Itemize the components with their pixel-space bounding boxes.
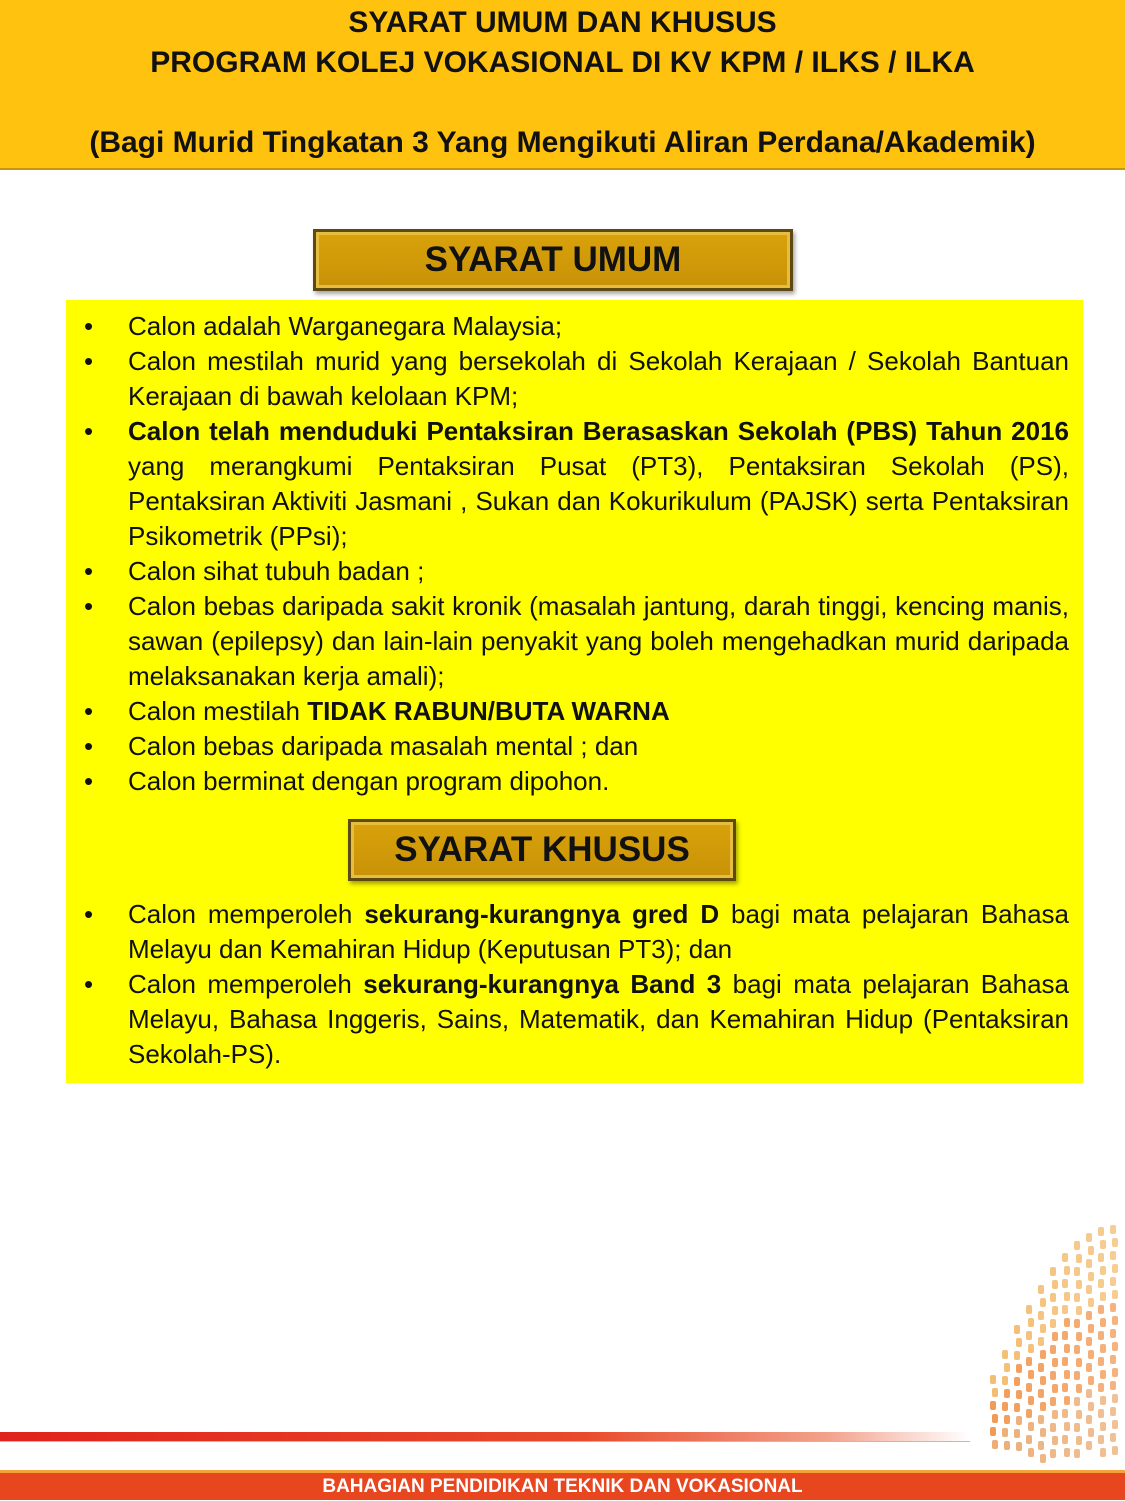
decorative-dot — [1026, 1357, 1032, 1366]
decorative-dot — [1004, 1363, 1010, 1372]
bullet-icon: • — [84, 346, 94, 376]
decorative-dot — [1086, 1337, 1092, 1346]
decorative-dot — [1074, 1449, 1080, 1458]
decorative-dot — [1062, 1279, 1068, 1288]
decorative-dot — [1004, 1389, 1010, 1398]
decorative-dot — [1074, 1293, 1080, 1302]
decorative-dot — [1112, 1420, 1118, 1429]
decorative-dot — [1086, 1233, 1092, 1242]
item-text: Calon sihat tubuh badan ; — [128, 556, 425, 586]
decorative-dots-graphic — [980, 1225, 1125, 1470]
decorative-dot — [1026, 1331, 1032, 1340]
decorative-dot — [1076, 1436, 1082, 1445]
bullet-icon: • — [84, 766, 94, 796]
decorative-dot — [1002, 1350, 1008, 1359]
decorative-dot — [1076, 1254, 1082, 1263]
decorative-dot — [1050, 1397, 1056, 1406]
decorative-dot — [1076, 1306, 1082, 1315]
decorative-dot — [1076, 1280, 1082, 1289]
decorative-dot — [1014, 1429, 1020, 1438]
list-item — [66, 897, 1083, 967]
decorative-dot — [1088, 1428, 1094, 1437]
decorative-dot — [1098, 1279, 1104, 1288]
decorative-dot — [1076, 1410, 1082, 1419]
decorative-dot — [1050, 1267, 1056, 1276]
decorative-dot — [1064, 1318, 1070, 1327]
decorative-dot — [1050, 1345, 1056, 1354]
decorative-dot — [1112, 1342, 1118, 1351]
page-header — [0, 0, 1125, 170]
decorative-dot — [1038, 1415, 1044, 1424]
list-item — [66, 554, 1083, 589]
item-text: Calon bebas daripada masalah mental ; dan — [128, 731, 639, 761]
decorative-dot — [1040, 1428, 1046, 1437]
decorative-dot — [1028, 1370, 1034, 1379]
decorative-dot — [1086, 1363, 1092, 1372]
decorative-dot — [1026, 1435, 1032, 1444]
decorative-dot — [1110, 1251, 1116, 1260]
item-text: Calon mestilah murid yang bersekolah di Sekolah Kerajaan / Sekolah Bantuan Kerajaan di bawah kelolaan KPM; — [128, 346, 1069, 411]
decorative-dot — [1016, 1390, 1022, 1399]
decorative-dot — [1088, 1324, 1094, 1333]
decorative-dot — [1112, 1446, 1118, 1455]
header-program: PROGRAM KOLEJ VOKASIONAL DI KV KPM / ILKS / ILKA — [150, 46, 975, 79]
decorative-dot — [1040, 1350, 1046, 1359]
decorative-dot — [1016, 1416, 1022, 1425]
decorative-dot — [1050, 1319, 1056, 1328]
decorative-dot — [1098, 1357, 1104, 1366]
decorative-dot — [1040, 1324, 1046, 1333]
decorative-dot — [1052, 1332, 1058, 1341]
decorative-dot — [1064, 1344, 1070, 1353]
decorative-dot — [1086, 1311, 1092, 1320]
decorative-dot — [1064, 1448, 1070, 1457]
decorative-dot — [1112, 1316, 1118, 1325]
list-item — [66, 967, 1083, 1072]
decorative-dot — [1112, 1290, 1118, 1299]
decorative-dot — [1098, 1227, 1104, 1236]
decorative-dot — [1062, 1253, 1068, 1262]
decorative-dot — [1062, 1331, 1068, 1340]
decorative-dot — [1088, 1402, 1094, 1411]
decorative-dot — [1086, 1415, 1092, 1424]
syarat-khusus-heading: SYARAT KHUSUS — [348, 819, 736, 881]
decorative-dot — [1062, 1305, 1068, 1314]
header-subtitle: (Bagi Murid Tingkatan 3 Yang Mengikuti Aliran Perdana/Akademik) — [89, 126, 1036, 159]
decorative-dot — [1074, 1371, 1080, 1380]
bullet-icon: • — [84, 311, 94, 341]
item-text-bold: Calon telah menduduki Pentaksiran Berasaskan Sekolah (PBS) Tahun 2016 — [128, 416, 1069, 446]
decorative-dot — [1112, 1264, 1118, 1273]
decorative-dot — [1026, 1383, 1032, 1392]
decorative-dot — [1074, 1267, 1080, 1276]
decorative-dot — [1014, 1351, 1020, 1360]
decorative-dot — [1038, 1311, 1044, 1320]
decorative-dot — [1088, 1298, 1094, 1307]
footer-divider — [0, 1432, 970, 1442]
decorative-dot — [1014, 1403, 1020, 1412]
item-text-rest: bagi mata pelajaran Bahasa Melayu, Bahasa Inggeris, Sains, Matematik, dan Kemahiran Hidup (Pentaksiran Sekolah-PS). — [128, 969, 1069, 1069]
decorative-dot — [1098, 1383, 1104, 1392]
decorative-dot — [1040, 1376, 1046, 1385]
decorative-dot — [1088, 1376, 1094, 1385]
item-text-bold: sekurang-kurangnya gred D — [364, 899, 720, 929]
list-item — [66, 764, 1083, 799]
decorative-dot — [1064, 1422, 1070, 1431]
decorative-dot — [1004, 1415, 1010, 1424]
decorative-dot — [1026, 1305, 1032, 1314]
decorative-dot — [1016, 1338, 1022, 1347]
decorative-dot — [990, 1375, 996, 1384]
decorative-dot — [1050, 1371, 1056, 1380]
decorative-dot — [1112, 1394, 1118, 1403]
list-item — [66, 414, 1083, 554]
decorative-dot — [1100, 1370, 1106, 1379]
item-text: Calon mestilah — [128, 696, 308, 726]
item-text: Calon memperoleh — [128, 969, 364, 999]
bullet-icon: • — [84, 899, 94, 929]
decorative-dot — [992, 1440, 998, 1449]
decorative-dot — [1016, 1364, 1022, 1373]
footer-text: BAHAGIAN PENDIDIKAN TEKNIK DAN VOKASIONAL — [322, 1476, 803, 1497]
decorative-dot — [1028, 1448, 1034, 1457]
decorative-dot — [990, 1401, 996, 1410]
decorative-dot — [1110, 1407, 1116, 1416]
decorative-dot — [1076, 1358, 1082, 1367]
decorative-dot — [1074, 1319, 1080, 1328]
decorative-dot — [1086, 1441, 1092, 1450]
decorative-dot — [1110, 1355, 1116, 1364]
item-text: Calon berminat dengan program dipohon. — [128, 766, 610, 796]
list-item — [66, 694, 1083, 729]
item-text-bold: TIDAK RABUN/BUTA WARNA — [307, 696, 670, 726]
item-text-rest: bagi mata pelajaran Bahasa Melayu dan Kemahiran Hidup (Keputusan PT3); dan — [128, 899, 1070, 964]
decorative-dot — [1074, 1241, 1080, 1250]
decorative-dot — [1052, 1280, 1058, 1289]
decorative-dot — [1002, 1428, 1008, 1437]
decorative-dot — [1050, 1449, 1056, 1458]
bullet-icon: • — [84, 416, 94, 446]
decorative-dot — [1038, 1363, 1044, 1372]
decorative-dot — [1076, 1384, 1082, 1393]
decorative-dot — [1110, 1225, 1116, 1234]
syarat-umum-heading: SYARAT UMUM — [313, 229, 793, 291]
decorative-dot — [1028, 1344, 1034, 1353]
decorative-dot — [1100, 1344, 1106, 1353]
decorative-dot — [1088, 1272, 1094, 1281]
list-item — [66, 344, 1083, 414]
decorative-dot — [1064, 1396, 1070, 1405]
bullet-icon: • — [84, 731, 94, 761]
decorative-dot — [1100, 1422, 1106, 1431]
decorative-dot — [1086, 1285, 1092, 1294]
list-item — [66, 729, 1083, 764]
item-text-bold: sekurang-kurangnya Band 3 — [363, 969, 722, 999]
decorative-dot — [1110, 1303, 1116, 1312]
decorative-dot — [1110, 1433, 1116, 1442]
item-text: Calon memperoleh — [128, 899, 365, 929]
decorative-dot — [1004, 1441, 1010, 1450]
decorative-dot — [1050, 1423, 1056, 1432]
list-item — [66, 309, 1083, 344]
decorative-dot — [1062, 1409, 1068, 1418]
decorative-dot — [1064, 1370, 1070, 1379]
decorative-dot — [1062, 1357, 1068, 1366]
decorative-dot — [1112, 1238, 1118, 1247]
decorative-dot — [1112, 1368, 1118, 1377]
decorative-dot — [1088, 1350, 1094, 1359]
decorative-dot — [1062, 1383, 1068, 1392]
decorative-dot — [1088, 1246, 1094, 1255]
decorative-dot — [1028, 1396, 1034, 1405]
header-title: SYARAT UMUM DAN KHUSUS — [348, 6, 777, 39]
decorative-dot — [1002, 1376, 1008, 1385]
decorative-dot — [1076, 1332, 1082, 1341]
decorative-dot — [1014, 1377, 1020, 1386]
decorative-dot — [1100, 1292, 1106, 1301]
decorative-dot — [1074, 1345, 1080, 1354]
requirements-panel — [66, 300, 1083, 1083]
bullet-icon: • — [84, 591, 94, 621]
decorative-dot — [1064, 1292, 1070, 1301]
decorative-dot — [1100, 1318, 1106, 1327]
decorative-dot — [1028, 1422, 1034, 1431]
decorative-dot — [1028, 1318, 1034, 1327]
decorative-dot — [1052, 1306, 1058, 1315]
decorative-dot — [1098, 1331, 1104, 1340]
decorative-dot — [1110, 1277, 1116, 1286]
decorative-dot — [1098, 1435, 1104, 1444]
decorative-dot — [1062, 1435, 1068, 1444]
decorative-dot — [1100, 1240, 1106, 1249]
decorative-dot — [1038, 1441, 1044, 1450]
decorative-dot — [1038, 1389, 1044, 1398]
decorative-dot — [1050, 1293, 1056, 1302]
decorative-dot — [1052, 1384, 1058, 1393]
decorative-dot — [1074, 1397, 1080, 1406]
decorative-dot — [1110, 1329, 1116, 1338]
bullet-icon: • — [84, 556, 94, 586]
bullet-icon: • — [84, 969, 94, 999]
decorative-dot — [1040, 1298, 1046, 1307]
footer-bar — [0, 1470, 1125, 1500]
bullet-icon: • — [84, 696, 94, 726]
decorative-dot — [992, 1388, 998, 1397]
item-text: Calon bebas daripada sakit kronik (masalah jantung, darah tinggi, kencing manis, sawan (epilepsy) dan lain-lain penyakit yang boleh mengehadkan murid daripada melaksanakan kerja amali); — [128, 591, 1069, 691]
decorative-dot — [1098, 1253, 1104, 1262]
decorative-dot — [990, 1427, 996, 1436]
decorative-dot — [1100, 1396, 1106, 1405]
item-text-rest: yang merangkumi Pentaksiran Pusat (PT3), Pentaksiran Sekolah (PS), Pentaksiran Aktiviti Jasmani , Sukan dan Kokurikulum (PAJSK) serta Pentaksiran Psikometrik (PPsi); — [128, 451, 1069, 551]
syarat-khusus-list — [66, 897, 1083, 1072]
decorative-dot — [1040, 1454, 1046, 1463]
decorative-dot — [1052, 1436, 1058, 1445]
decorative-dot — [1098, 1409, 1104, 1418]
decorative-dot — [1098, 1305, 1104, 1314]
decorative-dot — [1052, 1358, 1058, 1367]
decorative-dot — [1064, 1266, 1070, 1275]
decorative-dot — [1016, 1442, 1022, 1451]
decorative-dot — [1002, 1402, 1008, 1411]
decorative-dot — [1052, 1410, 1058, 1419]
decorative-dot — [1038, 1337, 1044, 1346]
decorative-dot — [1014, 1325, 1020, 1334]
decorative-dot — [1100, 1266, 1106, 1275]
decorative-dot — [1100, 1448, 1106, 1457]
list-item — [66, 589, 1083, 694]
decorative-dot — [1040, 1402, 1046, 1411]
decorative-dot — [1074, 1423, 1080, 1432]
decorative-dot — [1038, 1285, 1044, 1294]
syarat-umum-list — [66, 309, 1083, 799]
decorative-dot — [1110, 1381, 1116, 1390]
decorative-dot — [1086, 1389, 1092, 1398]
decorative-dot — [992, 1414, 998, 1423]
decorative-dot — [1026, 1409, 1032, 1418]
item-text: Calon adalah Warganegara Malaysia; — [128, 311, 563, 341]
decorative-dot — [1086, 1259, 1092, 1268]
